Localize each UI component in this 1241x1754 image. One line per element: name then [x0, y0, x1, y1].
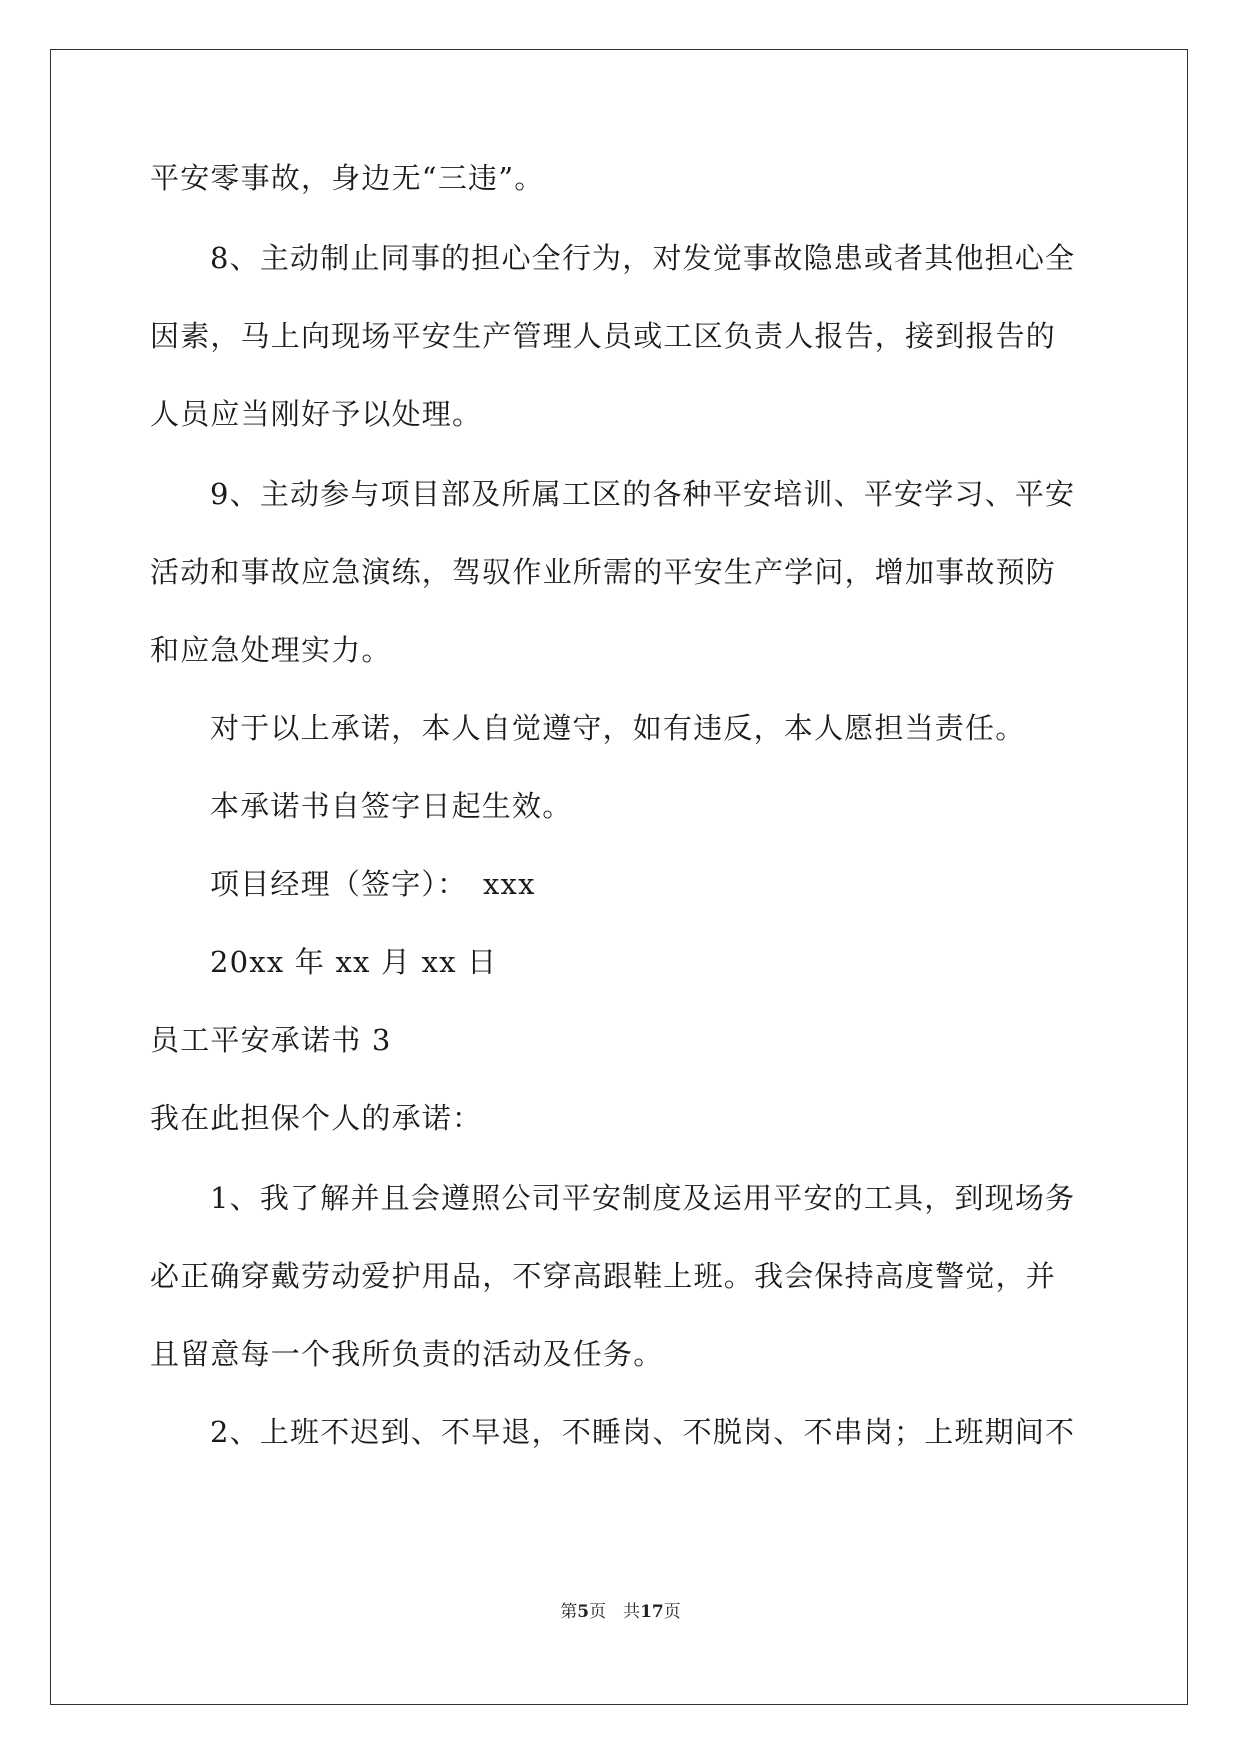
text-line: 20xx 年 xx 月 xx 日	[210, 945, 498, 979]
footer-total-pages: 17	[640, 1602, 664, 1622]
text-line: 9、主动参与项目部及所属工区的各种平安培训、平安学习、平安	[210, 477, 1076, 511]
text-line: 和应急处理实力。	[150, 633, 392, 667]
section-heading: 员工平安承诺书 3	[150, 1023, 392, 1057]
text-line: 必正确穿戴劳动爱护用品，不穿高跟鞋上班。我会保持高度警觉，并	[150, 1259, 1057, 1293]
text-line: 平安零事故，身边无“三违”。	[150, 161, 545, 195]
text-line: 1、我了解并且会遵照公司平安制度及运用平安的工具，到现场务	[210, 1181, 1076, 1215]
page-footer	[0, 1600, 1241, 1624]
text-line: 8、主动制止同事的担心全行为，对发觉事故隐患或者其他担心全	[210, 241, 1076, 275]
text-line: 我在此担保个人的承诺：	[150, 1101, 483, 1135]
footer-prefix: 第	[560, 1602, 578, 1622]
text-line: 对于以上承诺，本人自觉遵守，如有违反，本人愿担当责任。	[210, 711, 1026, 745]
footer-suffix: 页	[663, 1602, 681, 1622]
footer-mid: 页 共	[589, 1602, 641, 1622]
text-line: 2、上班不迟到、不早退，不睡岗、不脱岗、不串岗；上班期间不	[210, 1415, 1076, 1449]
text-line: 活动和事故应急演练，驾驭作业所需的平安生产学问，增加事故预防	[150, 555, 1057, 589]
text-line: 人员应当刚好予以处理。	[150, 397, 483, 431]
text-line: 项目经理（签字）： xxx	[210, 867, 536, 901]
text-line: 本承诺书自签字日起生效。	[210, 789, 573, 823]
text-line: 因素，马上向现场平安生产管理人员或工区负责人报告，接到报告的	[150, 319, 1057, 353]
text-line: 且留意每一个我所负责的活动及任务。	[150, 1337, 664, 1371]
footer-page-number: 5	[577, 1602, 590, 1622]
